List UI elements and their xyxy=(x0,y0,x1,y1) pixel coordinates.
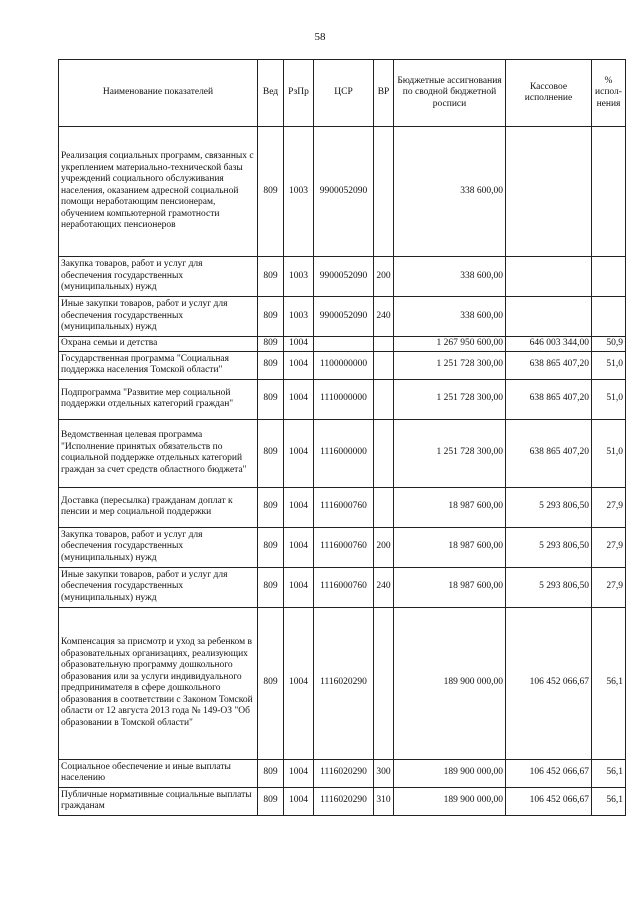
cell-csr: 1116000760 xyxy=(314,567,374,607)
cell-ved: 809 xyxy=(258,351,284,379)
cell-budget: 18 987 600,00 xyxy=(394,487,506,527)
cell-name: Охрана семьи и детства xyxy=(59,337,258,352)
cell-name: Иные закупки товаров, работ и услуг для обеспечения государственных (муниципальных) нужд xyxy=(59,567,258,607)
cell-name: Компенсация за присмотр и уход за ребенком в образовательных организациях, реализующих образовательную программу дошкольного образования или за услуги индивидуального предпринимателя в сфере дошкольного образования в соответствии с Законом Томской области от 12 августа 2013 года № 149-ОЗ "Об образовании в Томской области" xyxy=(59,607,258,759)
cell-vr xyxy=(374,127,394,257)
cell-ved: 809 xyxy=(258,257,284,297)
header-rzpr: РзПр xyxy=(284,60,314,127)
cell-csr: 1110000000 xyxy=(314,379,374,419)
table-row xyxy=(59,297,626,337)
cell-budget: 338 600,00 xyxy=(394,127,506,257)
header-cash: Кассовое исполнение xyxy=(506,60,592,127)
cell-rzpr: 1004 xyxy=(284,567,314,607)
cell-cash xyxy=(506,257,592,297)
cell-pct: 56,1 xyxy=(592,787,626,815)
cell-name: Социальное обеспечение и иные выплаты населению xyxy=(59,759,258,787)
cell-rzpr: 1004 xyxy=(284,527,314,567)
cell-ved: 809 xyxy=(258,759,284,787)
cell-name: Закупка товаров, работ и услуг для обеспечения государственных (муниципальных) нужд xyxy=(59,257,258,297)
cell-csr: 1100000000 xyxy=(314,351,374,379)
table-row xyxy=(59,419,626,487)
cell-cash: 5 293 806,50 xyxy=(506,567,592,607)
cell-rzpr: 1004 xyxy=(284,787,314,815)
cell-name: Ведомственная целевая программа "Исполнение принятых обязательств по социальной поддержке отдельных категорий граждан за счет средств областного бюджета" xyxy=(59,419,258,487)
cell-ved: 809 xyxy=(258,379,284,419)
budget-execution-table xyxy=(58,59,626,816)
table-row xyxy=(59,527,626,567)
cell-budget: 18 987 600,00 xyxy=(394,567,506,607)
cell-vr xyxy=(374,487,394,527)
cell-cash: 646 003 344,00 xyxy=(506,337,592,352)
cell-cash: 638 865 407,20 xyxy=(506,351,592,379)
cell-name: Доставка (пересылка) гражданам доплат к пенсии и мер социальной поддержки xyxy=(59,487,258,527)
cell-vr: 200 xyxy=(374,527,394,567)
cell-rzpr: 1004 xyxy=(284,419,314,487)
cell-pct: 27,9 xyxy=(592,567,626,607)
table-row xyxy=(59,351,626,379)
cell-rzpr: 1003 xyxy=(284,127,314,257)
page-number: 58 xyxy=(314,31,326,43)
cell-pct: 56,1 xyxy=(592,759,626,787)
cell-cash: 106 452 066,67 xyxy=(506,759,592,787)
cell-name: Публичные нормативные социальные выплаты гражданам xyxy=(59,787,258,815)
cell-vr: 240 xyxy=(374,297,394,337)
cell-pct: 51,0 xyxy=(592,419,626,487)
cell-ved: 809 xyxy=(258,297,284,337)
cell-cash xyxy=(506,297,592,337)
cell-pct: 27,9 xyxy=(592,527,626,567)
cell-pct: 56,1 xyxy=(592,607,626,759)
table-row xyxy=(59,487,626,527)
cell-vr: 310 xyxy=(374,787,394,815)
cell-budget: 18 987 600,00 xyxy=(394,527,506,567)
cell-vr xyxy=(374,419,394,487)
header-name: Наименование показателей xyxy=(59,60,258,127)
cell-vr: 200 xyxy=(374,257,394,297)
table-row xyxy=(59,759,626,787)
cell-cash: 5 293 806,50 xyxy=(506,527,592,567)
cell-csr: 9900052090 xyxy=(314,297,374,337)
table-row xyxy=(59,607,626,759)
cell-budget: 1 267 950 600,00 xyxy=(394,337,506,352)
cell-vr: 240 xyxy=(374,567,394,607)
cell-vr: 300 xyxy=(374,759,394,787)
cell-pct: 51,0 xyxy=(592,351,626,379)
cell-rzpr: 1003 xyxy=(284,257,314,297)
cell-vr xyxy=(374,351,394,379)
cell-rzpr: 1004 xyxy=(284,337,314,352)
cell-rzpr: 1004 xyxy=(284,759,314,787)
cell-cash: 106 452 066,67 xyxy=(506,787,592,815)
cell-rzpr: 1004 xyxy=(284,379,314,419)
cell-name: Государственная программа "Социальная поддержка населения Томской области" xyxy=(59,351,258,379)
table-row xyxy=(59,787,626,815)
cell-pct xyxy=(592,127,626,257)
cell-csr: 1116020290 xyxy=(314,607,374,759)
table-row xyxy=(59,337,626,352)
cell-ved: 809 xyxy=(258,567,284,607)
table-row xyxy=(59,567,626,607)
cell-cash: 638 865 407,20 xyxy=(506,419,592,487)
table-body xyxy=(59,127,626,816)
cell-csr xyxy=(314,337,374,352)
cell-budget: 189 900 000,00 xyxy=(394,787,506,815)
header-vr: ВР xyxy=(374,60,394,127)
header-pct: % испол-нения xyxy=(592,60,626,127)
cell-ved: 809 xyxy=(258,607,284,759)
header-budget: Бюджетные ассигнования по сводной бюджетной росписи xyxy=(394,60,506,127)
cell-name: Закупка товаров, работ и услуг для обеспечения государственных (муниципальных) нужд xyxy=(59,527,258,567)
cell-vr xyxy=(374,337,394,352)
cell-budget: 1 251 728 300,00 xyxy=(394,419,506,487)
cell-csr: 9900052090 xyxy=(314,257,374,297)
cell-pct xyxy=(592,297,626,337)
cell-cash: 5 293 806,50 xyxy=(506,487,592,527)
table-row xyxy=(59,257,626,297)
cell-cash xyxy=(506,127,592,257)
cell-csr: 1116000760 xyxy=(314,487,374,527)
cell-name: Реализация социальных программ, связанных с укреплением материально-технической базы учреждений социального обслуживания населения, оказанием адресной социальной помощи неработающим пенсионерам, обучением компьютерной грамотности неработающих пенсионеров xyxy=(59,127,258,257)
cell-cash: 638 865 407,20 xyxy=(506,379,592,419)
cell-pct xyxy=(592,257,626,297)
cell-vr xyxy=(374,379,394,419)
cell-rzpr: 1004 xyxy=(284,351,314,379)
cell-csr: 1116000000 xyxy=(314,419,374,487)
cell-vr xyxy=(374,607,394,759)
cell-budget: 1 251 728 300,00 xyxy=(394,379,506,419)
cell-budget: 189 900 000,00 xyxy=(394,607,506,759)
header-csr: ЦСР xyxy=(314,60,374,127)
cell-name: Иные закупки товаров, работ и услуг для обеспечения государственных (муниципальных) нужд xyxy=(59,297,258,337)
cell-ved: 809 xyxy=(258,787,284,815)
cell-name: Подпрограмма "Развитие мер социальной поддержки отдельных категорий граждан" xyxy=(59,379,258,419)
cell-budget: 189 900 000,00 xyxy=(394,759,506,787)
cell-pct: 50,9 xyxy=(592,337,626,352)
cell-cash: 106 452 066,67 xyxy=(506,607,592,759)
cell-csr: 1116020290 xyxy=(314,759,374,787)
table-header-row xyxy=(59,60,626,127)
cell-rzpr: 1004 xyxy=(284,607,314,759)
cell-rzpr: 1003 xyxy=(284,297,314,337)
cell-csr: 1116020290 xyxy=(314,787,374,815)
cell-ved: 809 xyxy=(258,127,284,257)
cell-ved: 809 xyxy=(258,487,284,527)
cell-ved: 809 xyxy=(258,419,284,487)
cell-budget: 338 600,00 xyxy=(394,297,506,337)
cell-budget: 338 600,00 xyxy=(394,257,506,297)
cell-rzpr: 1004 xyxy=(284,487,314,527)
table-row xyxy=(59,127,626,257)
cell-csr: 1116000760 xyxy=(314,527,374,567)
cell-ved: 809 xyxy=(258,337,284,352)
cell-csr: 9900052090 xyxy=(314,127,374,257)
table-row xyxy=(59,379,626,419)
cell-ved: 809 xyxy=(258,527,284,567)
cell-pct: 27,9 xyxy=(592,487,626,527)
cell-pct: 51,0 xyxy=(592,379,626,419)
header-ved: Вед xyxy=(258,60,284,127)
cell-budget: 1 251 728 300,00 xyxy=(394,351,506,379)
